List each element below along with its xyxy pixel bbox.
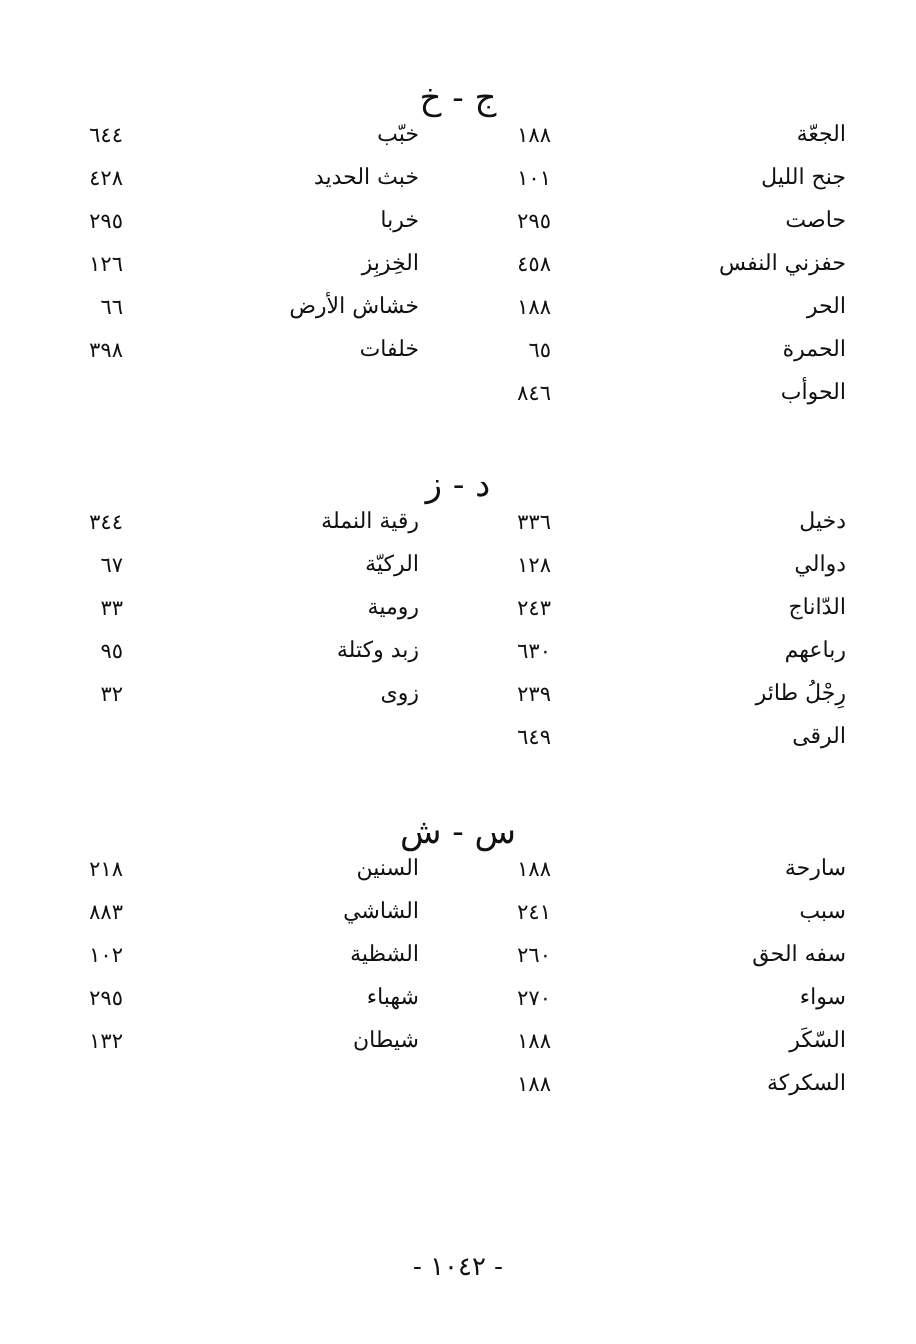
page-ref-right: ٢٩٥ bbox=[517, 209, 551, 233]
index-term-right: رباعهم bbox=[784, 638, 846, 663]
section-title: د - ز bbox=[425, 465, 491, 505]
index-row bbox=[0, 157, 916, 199]
page-ref-left: ٦٦ bbox=[100, 295, 123, 319]
index-term-left: الشظية bbox=[350, 942, 419, 967]
index-row bbox=[0, 848, 916, 890]
page-ref-right: ٣٣٦ bbox=[517, 510, 551, 534]
index-term-right: الحمرة bbox=[782, 337, 846, 362]
index-row bbox=[0, 286, 916, 328]
index-term-left: رومية bbox=[367, 595, 419, 620]
index-term-right: سواء bbox=[799, 985, 846, 1010]
page-ref-left: ٦٧ bbox=[100, 553, 123, 577]
index-term-left bbox=[179, 1063, 419, 1105]
index-term-left: شيطان bbox=[353, 1028, 419, 1053]
index-term-right: سبب bbox=[799, 899, 846, 924]
index-term-left: الخِزبِز bbox=[361, 251, 419, 276]
page-ref-right: ٢٣٩ bbox=[517, 682, 551, 706]
index-row bbox=[0, 1020, 916, 1062]
index-term-left: خبّب bbox=[377, 122, 419, 147]
index-row bbox=[0, 501, 916, 543]
index-term-right: الدّاناج bbox=[788, 595, 846, 620]
index-row bbox=[0, 1063, 916, 1105]
index-term-left: زوى bbox=[380, 681, 419, 706]
index-term-left: خبث الحديد bbox=[313, 165, 419, 190]
page-ref-left: ١٠٢ bbox=[89, 943, 123, 967]
index-term-left: خربا bbox=[380, 208, 419, 233]
index-term-left: رقية النملة bbox=[321, 509, 419, 534]
index-row bbox=[0, 587, 916, 629]
index-term-right: سفه الحق bbox=[752, 942, 846, 967]
index-row bbox=[0, 716, 916, 758]
index-row bbox=[0, 243, 916, 285]
index-term-left: خلفات bbox=[359, 337, 419, 362]
page-ref-left: ٢٩٥ bbox=[89, 209, 123, 233]
page-number: - ١٠٤٢ - bbox=[413, 1252, 503, 1282]
index-row bbox=[0, 977, 916, 1019]
index-term-left: زبد وكتلة bbox=[336, 638, 419, 663]
page-ref-left: ٢١٨ bbox=[89, 857, 123, 881]
index-term-right: الحوأب bbox=[780, 380, 846, 405]
page-ref-right: ٢٤١ bbox=[517, 900, 551, 924]
index-term-left: الركيّة bbox=[365, 552, 419, 577]
index-row bbox=[0, 544, 916, 586]
page-ref-right: ٢٤٣ bbox=[517, 596, 551, 620]
index-row bbox=[0, 934, 916, 976]
index-term-right: دخيل bbox=[799, 509, 846, 534]
page-ref-right: ١٨٨ bbox=[517, 857, 551, 881]
index-term-right: الرقى bbox=[792, 724, 846, 749]
index-term-right: السكركة bbox=[767, 1071, 846, 1096]
index-term-left: السنين bbox=[356, 856, 419, 881]
index-term-right: الجعّة bbox=[796, 122, 846, 147]
index-row bbox=[0, 114, 916, 156]
page-ref-left: ٤٢٨ bbox=[89, 166, 123, 190]
page-ref-left bbox=[43, 1063, 123, 1105]
index-term-right: السّكَر bbox=[789, 1028, 846, 1053]
page-ref-left: ٣٢ bbox=[100, 682, 123, 706]
page-ref-right: ١٨٨ bbox=[517, 1029, 551, 1053]
page-ref-right: ٢٦٠ bbox=[517, 943, 551, 967]
page-ref-left: ١٢٦ bbox=[89, 252, 123, 276]
page-ref-right: ١٨٨ bbox=[517, 1072, 551, 1096]
page-ref-left: ٦٤٤ bbox=[89, 123, 123, 147]
index-term-right: دوالي bbox=[794, 552, 846, 577]
page-ref-right: ٦٣٠ bbox=[517, 639, 551, 663]
page-ref-left: ٣٩٨ bbox=[89, 338, 123, 362]
page-ref-left: ٣٤٤ bbox=[89, 510, 123, 534]
page-ref-right: ١٢٨ bbox=[517, 553, 551, 577]
index-row bbox=[0, 891, 916, 933]
page-ref-right: ١٨٨ bbox=[517, 295, 551, 319]
index-term-right: سارحة bbox=[784, 856, 846, 881]
index-row bbox=[0, 630, 916, 672]
page-ref-right: ١٨٨ bbox=[517, 123, 551, 147]
page-ref-left: ٢٩٥ bbox=[89, 986, 123, 1010]
page-ref-right: ٢٧٠ bbox=[517, 986, 551, 1010]
index-term-left: شهباء bbox=[366, 985, 419, 1010]
index-term-right: الحر bbox=[806, 294, 846, 319]
index-term-right: رِجْلُ طائر bbox=[755, 681, 846, 706]
section-title: س - ش bbox=[399, 812, 517, 852]
page-ref-right: ٤٥٨ bbox=[517, 252, 551, 276]
section-title: ج - خ bbox=[419, 78, 497, 118]
page-ref-left bbox=[43, 716, 123, 758]
index-row bbox=[0, 329, 916, 371]
index-row bbox=[0, 372, 916, 414]
index-term-left bbox=[179, 372, 419, 414]
page-ref-right: ٦٤٩ bbox=[517, 725, 551, 749]
page-ref-right: ٦٥ bbox=[528, 338, 551, 362]
page-ref-left: ١٣٢ bbox=[89, 1029, 123, 1053]
index-term-right: حفزني النفس bbox=[719, 251, 846, 276]
index-term-right: جنح الليل bbox=[761, 165, 846, 190]
index-term-left bbox=[179, 716, 419, 758]
page-ref-left: ٨٨٣ bbox=[89, 900, 123, 924]
index-term-right: حاصت bbox=[785, 208, 846, 233]
page-ref-right: ٨٤٦ bbox=[517, 381, 551, 405]
index-term-left: خشاش الأرض bbox=[289, 294, 419, 319]
index-row bbox=[0, 200, 916, 242]
page-ref-left: ٣٣ bbox=[100, 596, 123, 620]
index-row bbox=[0, 673, 916, 715]
index-term-left: الشاشي bbox=[343, 899, 419, 924]
page-ref-right: ١٠١ bbox=[517, 166, 551, 190]
page-ref-left bbox=[43, 372, 123, 414]
page-ref-left: ٩٥ bbox=[100, 639, 123, 663]
